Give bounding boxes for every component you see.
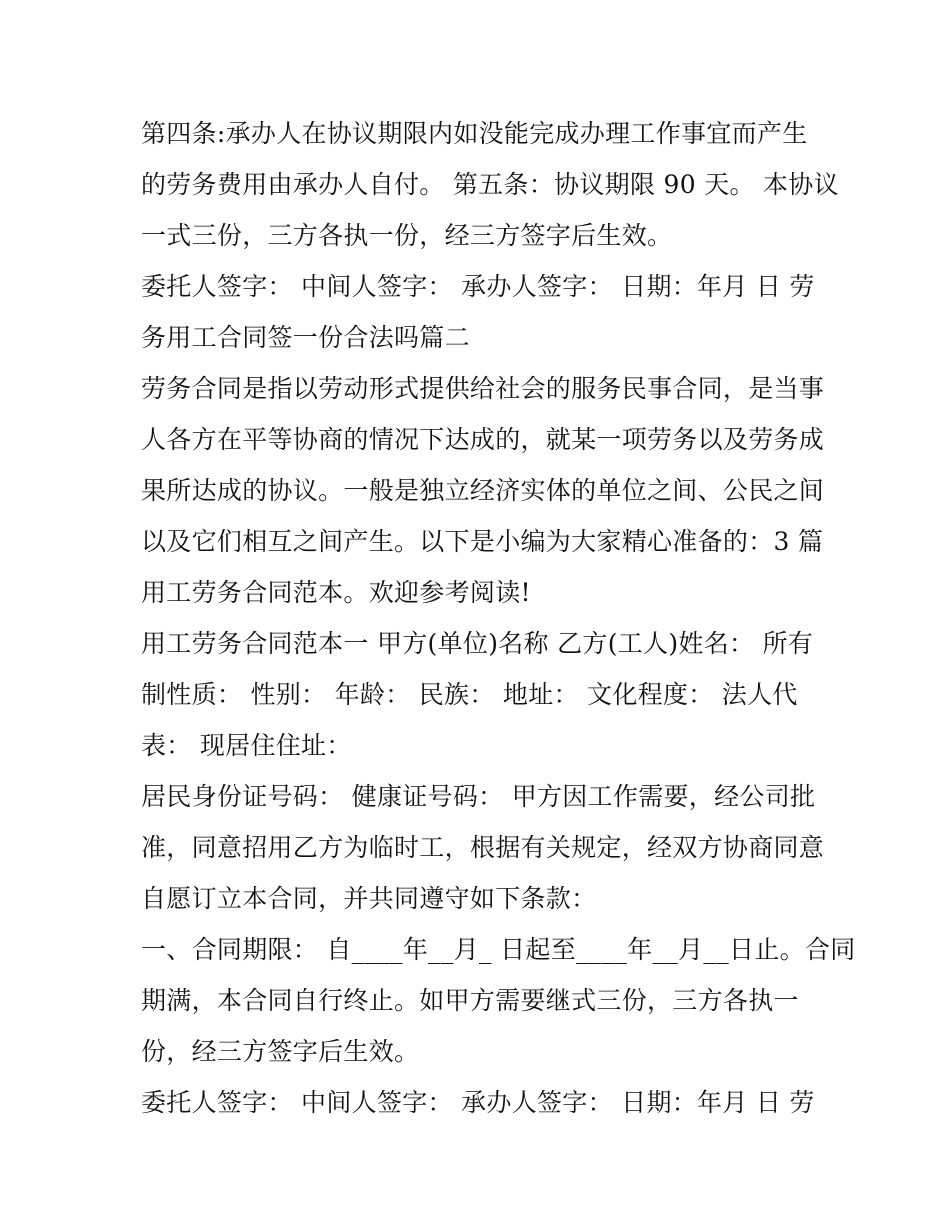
text-line: 以及它们相互之间产生。以下是小编为大家精心准备的：3 篇: [141, 527, 824, 556]
text-line: 第四条:承办人在协议期限内如没能完成办理工作事宜而产生: [141, 119, 808, 148]
text-line: 委托人签字： 中间人签字： 承办人签字： 日期：年月 日 劳: [141, 272, 815, 301]
text-line: 一式三份，三方各执一份，经三方签字后生效。: [141, 221, 673, 250]
text-line: 制性质： 性别： 年龄： 民族： 地址： 文化程度： 法人代: [141, 680, 798, 709]
text-line: 份，经三方签字后生效。: [141, 1037, 420, 1066]
text-line: 表： 现居住住址：: [141, 731, 352, 760]
text-line: 用工劳务合同范本一 甲方(单位)名称 乙方(工人)姓名： 所有: [141, 629, 814, 658]
text-line: 用工劳务合同范本。欢迎参考阅读!: [141, 578, 531, 607]
text-line: 的劳务费用由承办人自付。 第五条：协议期限 90 天。 本协议: [141, 170, 839, 199]
text-line: 委托人签字： 中间人签字： 承办人签字： 日期：年月 日 劳: [141, 1088, 815, 1117]
text-line: 人各方在平等协商的情况下达成的，就某一项劳务以及劳务成: [141, 425, 825, 454]
text-line: 期满，本合同自行终止。如甲方需要继式三份，三方各执一: [141, 986, 799, 1015]
text-line: 居民身份证号码： 健康证号码： 甲方因工作需要，经公司批: [141, 782, 816, 811]
document-body: [141, 108, 856, 1128]
text-line: 准，同意招用乙方为临时工，根据有关规定，经双方协商同意: [141, 833, 825, 862]
section-title-line: 务用工合同签一份合法吗篇二: [141, 323, 470, 352]
text-line: 自愿订立本合同，并共同遵守如下条款：: [141, 884, 597, 913]
text-line: 一、合同期限： 自____年__月_ 日起至____年__月__日止。合同: [141, 935, 856, 964]
text-line: 果所达成的协议。一般是独立经济实体的单位之间、公民之间: [141, 476, 825, 505]
text-line: 劳务合同是指以劳动形式提供给社会的服务民事合同，是当事: [141, 374, 825, 403]
